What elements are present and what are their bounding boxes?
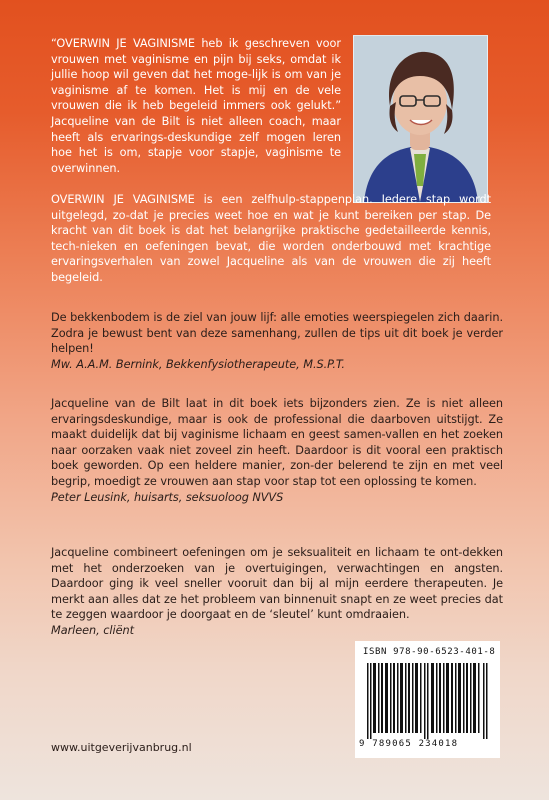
quote-marleen: [51, 545, 503, 639]
quote-bernink-text: De bekkenbodem is de ziel van jouw lijf: alle emoties weerspiegelen zich daarin. Zodra je bewust bent van deze samenhang, zullen de tips uit dit boek je verder helpen!: [51, 311, 503, 356]
quote-bernink: [51, 310, 503, 372]
intro-paragraph-2: [51, 192, 491, 286]
isbn-barcode-box: [355, 641, 500, 758]
intro-paragraph-1-text: heb ik geschreven voor vrouwen met vaginisme en pijn bij seks, omdat ik jullie hoop wil geven dat het moge-lijk is om van je vaginisme af te komen. Het is mij en de vele vrouwen die ik heb begeleid immers ook gelukt.” Jacqueline van de Bilt is niet alleen coach, maar heeft als ervarings-deskundige zelf mogen leren hoe het is om, stapje voor stapje, vaginisme te overwinnen.: [51, 37, 341, 175]
quote-marleen-author: Marleen, cliënt: [51, 623, 134, 637]
isbn-label: ISBN 978-90-6523-401-8: [363, 647, 496, 657]
ean-digits: 9 789065 234018: [359, 739, 459, 749]
quote-leusink-text: Jacqueline van de Bilt laat in dit boek iets bijzonders zien. Ze is niet alleen ervaringsdeskundige, maar is ook de professional die daarboven uitstijgt. Ze maakt duidelijk dat bij vaginisme lichaam en geest samen-vallen en het zoeken naar oorzaken vaak niet zoveel zin heeft. Daardoor is dit vooral een praktisch boek geworden. Op een heldere manier, zon-der belerend te zijn en met veel begrip, moedigt ze vrouwen aan stap voor stap tot een oplossing te komen.: [51, 397, 503, 488]
quote-bernink-author: Mw. A.A.M. Bernink, Bekkenfysiotherapeute, M.S.P.T.: [51, 357, 345, 371]
quote-marleen-text: Jacqueline combineert oefeningen om je seksualiteit en lichaam te ont-dekken met het onderzoeken van je overtuigingen, verwachtingen en angsten. Daardoor ging ik veel sneller vooruit dan bij al mijn eerdere therapeuten. Je merkt aan alles dat ze het probleem van binnenuit snapt en ze weet precies dat te zeggen waardoor je doorgaat en de ‘sleutel’ kunt omdraaien.: [51, 546, 503, 622]
barcode-icon: [367, 663, 488, 739]
quote-leusink: [51, 396, 503, 505]
publisher-website: www.uitgeverijvanbrug.nl: [51, 741, 192, 754]
quote-leusink-author: Peter Leusink, huisarts, seksuoloog NVVS: [51, 490, 284, 504]
book-title-caps: “OVERWIN JE VAGINISME: [51, 37, 195, 50]
book-title-caps-2: OVERWIN JE VAGINISME: [51, 193, 195, 206]
intro-paragraph-2-text: is een zelfhulp-stappenplan. Iedere stap wordt uitgelegd, zo-dat je precies weet hoe en wat je kunt bereiken per stap. De kracht van dit boek is dat het belangrijke praktische gedetailleerde kennis, tech-nieken en oefeningen bevat, die worden onderbouwd met krachtige ervaringsverhalen van zowel Jacqueline als van de vrouwen die zij heeft begeleid.: [51, 193, 492, 284]
author-photo: [353, 35, 488, 203]
author-portrait-illustration: [354, 36, 487, 202]
intro-paragraph-1: [51, 36, 341, 176]
